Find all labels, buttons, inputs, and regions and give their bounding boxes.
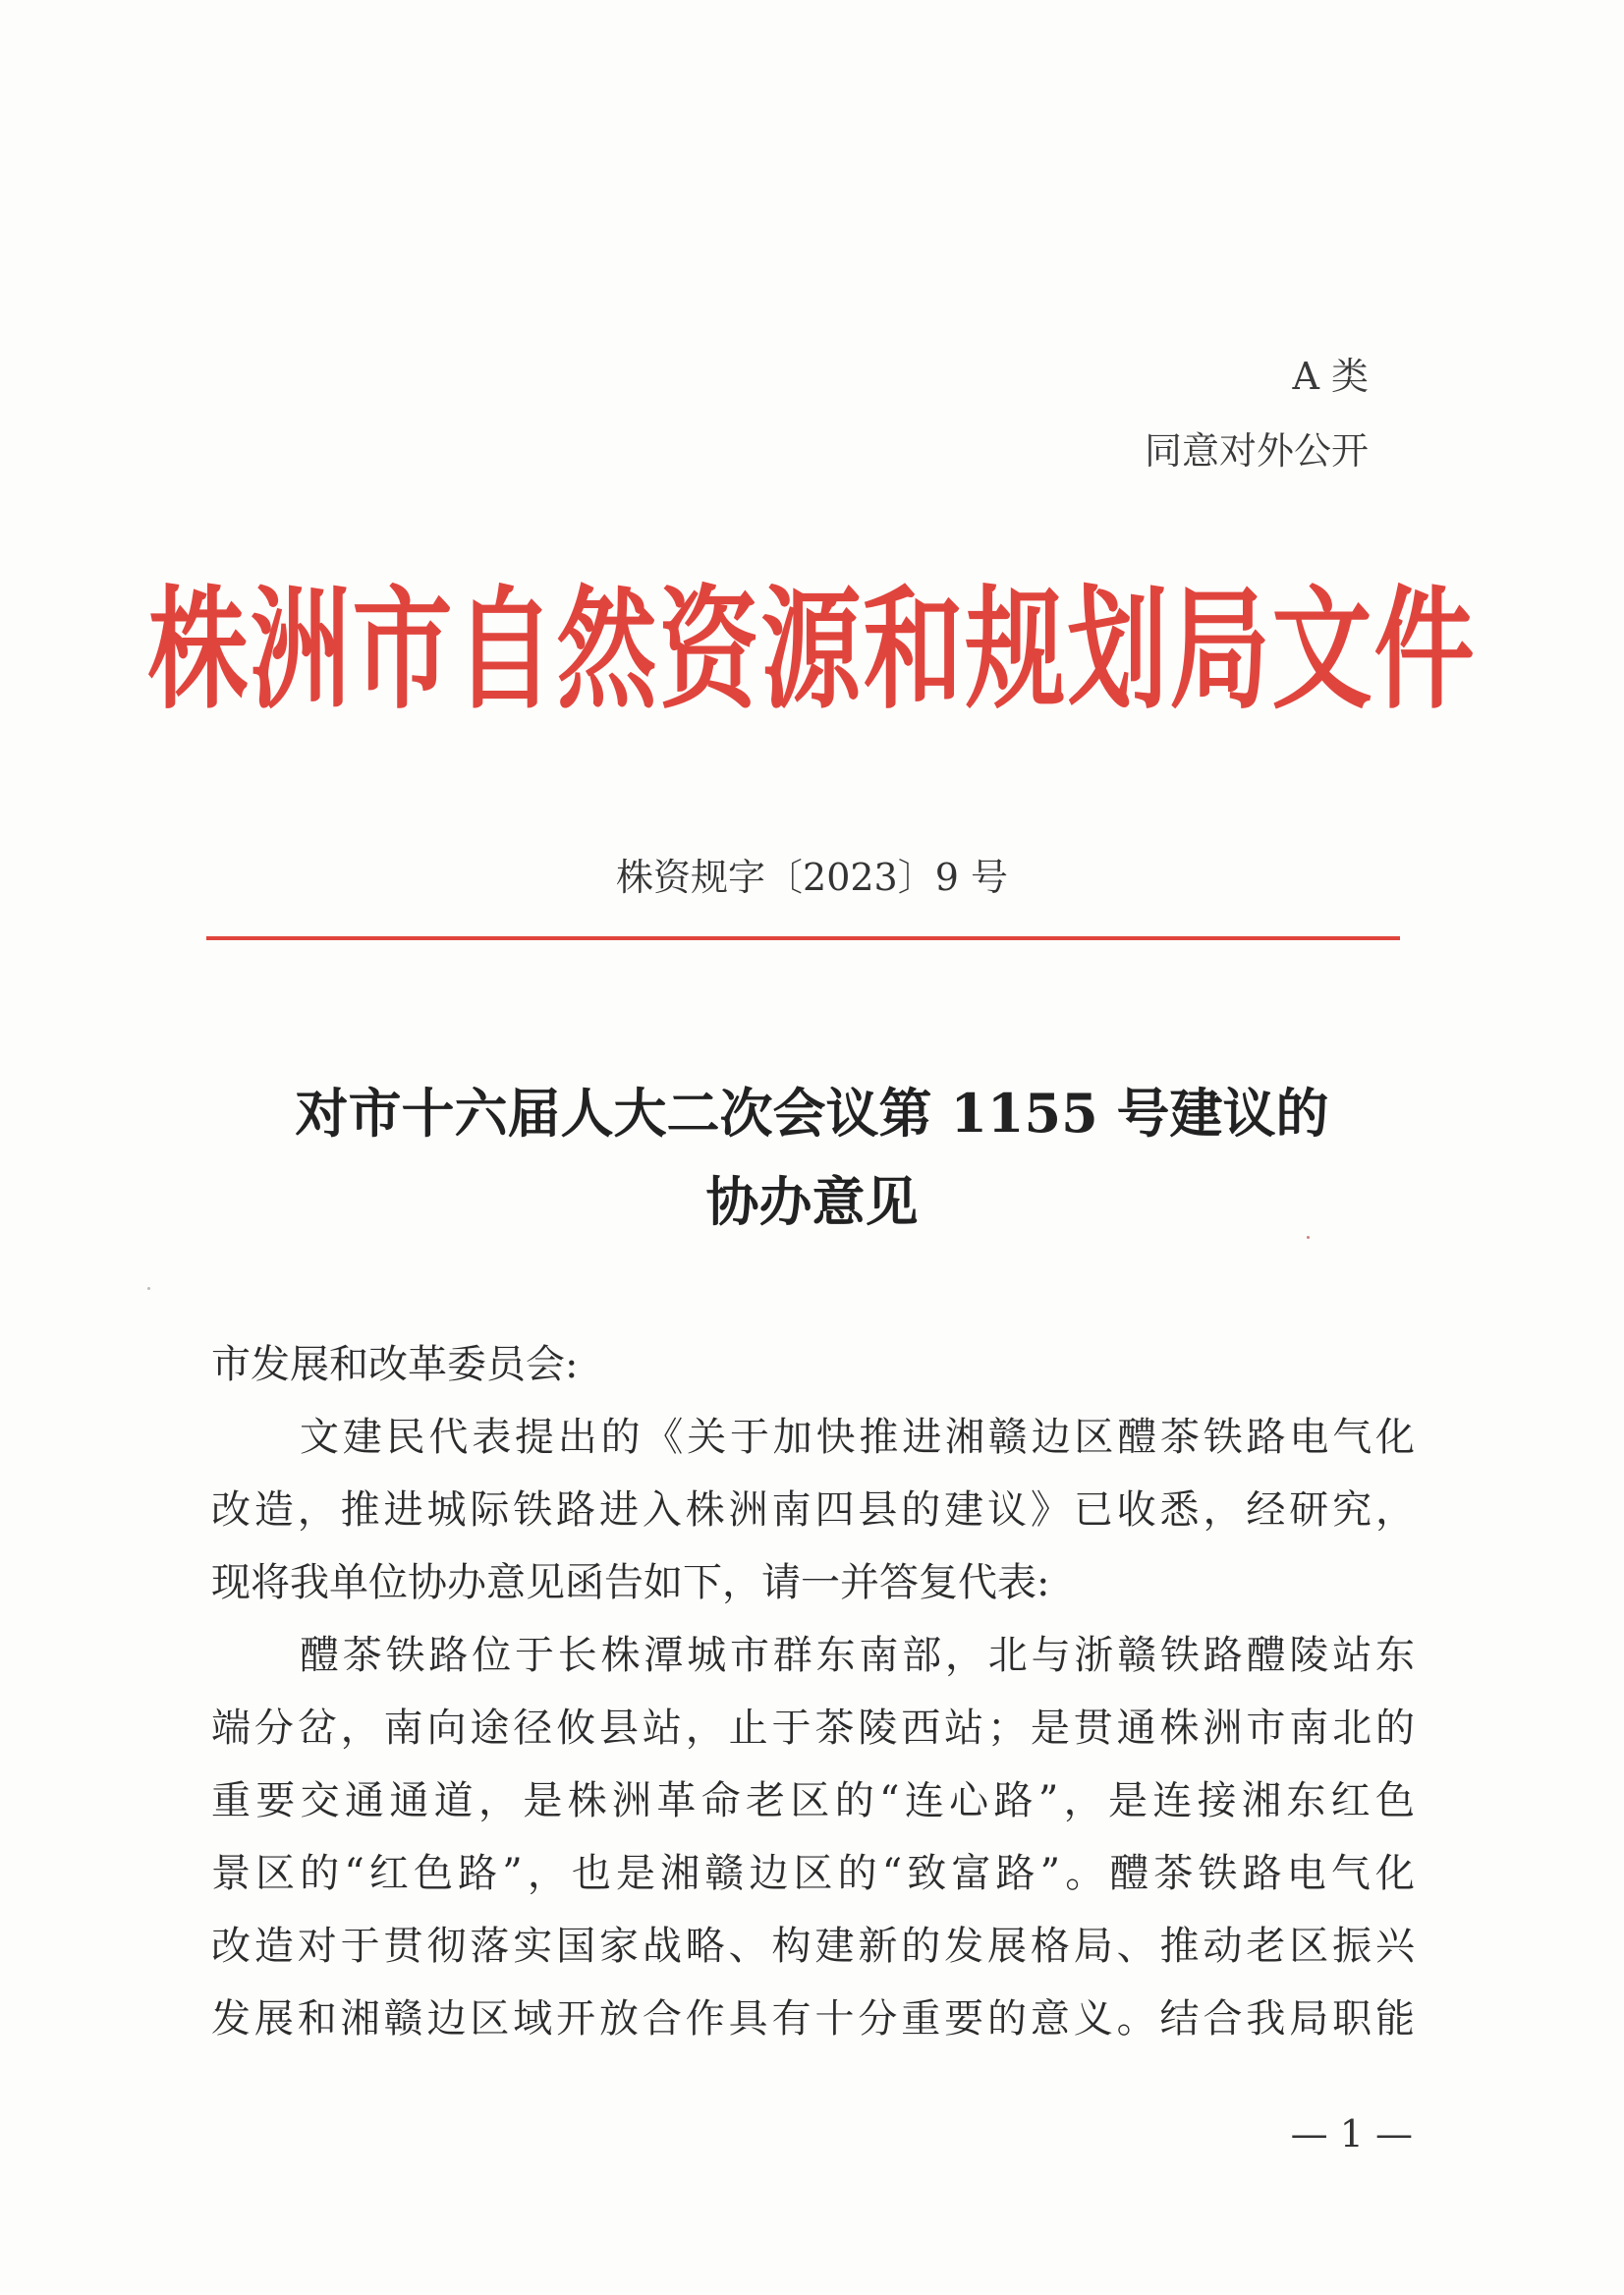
body-line: 醴茶铁路位于长株潭城市群东南部，北与浙赣铁路醴陵站东 — [300, 1633, 1415, 1678]
body-line: 改造对于贯彻落实国家战略、构建新的发展格局、推动老区振兴 — [211, 1924, 1415, 1969]
category-label: A 类 — [1292, 355, 1369, 398]
classification-block — [1145, 339, 1369, 488]
page-number: — 1 — — [1290, 2112, 1413, 2155]
disclosure-label: 同意对外公开 — [1144, 429, 1369, 473]
scan-speck — [147, 1287, 150, 1290]
body-line: 文建民代表提出的《关于加快推进湘赣边区醴茶铁路电气化 — [300, 1415, 1415, 1460]
addressee: 市发展和改革委员会: — [211, 1342, 579, 1387]
document-number: 株资规字〔2023〕9 号 — [616, 856, 1008, 899]
body-line: 重要交通通道，是株洲革命老区的“连心路”，是连接湘东红色 — [211, 1778, 1415, 1823]
document-title — [0, 1069, 1624, 1246]
header-divider — [206, 936, 1400, 940]
body-line: 端分岔，南向途径攸县站，止于茶陵西站；是贯通株洲市南北的 — [211, 1706, 1415, 1751]
body-text — [211, 1328, 1415, 2055]
body-line: 景区的“红色路”，也是湘赣边区的“致富路”。醴茶铁路电气化 — [211, 1851, 1415, 1896]
body-line: 改造，推进城际铁路进入株洲南四县的建议》已收悉，经研究， — [211, 1487, 1415, 1533]
body-line: 发展和湘赣边区域开放合作具有十分重要的意义。结合我局职能 — [211, 1996, 1415, 2042]
title-line-2: 协办意见 — [705, 1170, 919, 1233]
scan-speck — [1307, 1236, 1310, 1239]
issuer-header: 株洲市自然资源和规划局文件 — [147, 574, 1477, 729]
body-line: 现将我单位协办意见函告如下，请一并答复代表: — [211, 1560, 1050, 1605]
title-line-1: 对市十六届人大二次会议第 1155 号建议的 — [295, 1082, 1329, 1145]
